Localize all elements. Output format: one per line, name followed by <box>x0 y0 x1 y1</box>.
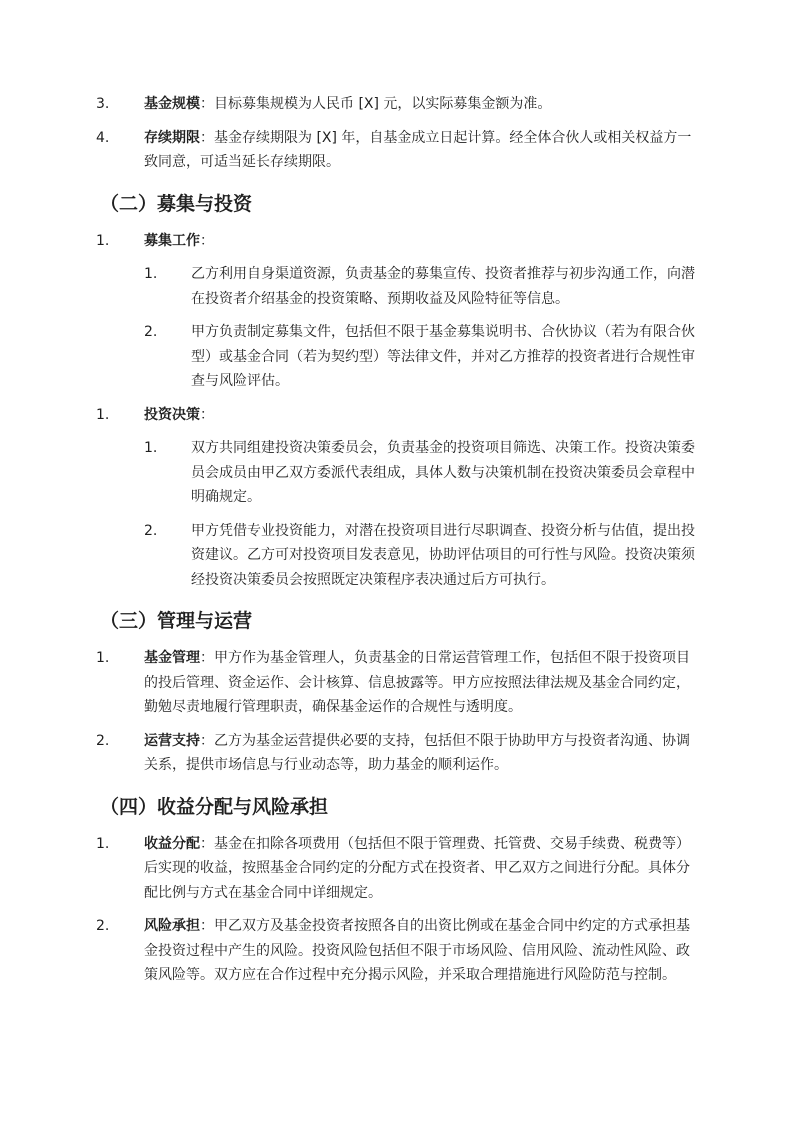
item-label: 投资决策 <box>144 406 200 423</box>
item-text: ：乙方为基金运营提供必要的支持，包括但不限于协助甲方与投资者沟通、协调关系，提供市场信息与行业动态等，助力基金的顺利运作。 <box>144 732 690 773</box>
list-number: 1. <box>96 650 110 666</box>
list-number: 1. <box>96 232 110 249</box>
sub-item <box>0 320 794 394</box>
item-text: 甲方凭借专业投资能力，对潜在投资项目进行尽职调查、投资分析与估值，提出投资建议。乙方可对投资项目发表意见，协助评估项目的可行性与风险。投资决策须经投资决策委员会按照既定决策程序表决通过后方可执行。 <box>191 522 695 588</box>
list-item-operations-support <box>0 729 794 778</box>
item-label: 收益分配 <box>144 835 200 852</box>
item-label: 基金规模 <box>144 96 200 112</box>
item-label: 基金管理 <box>144 650 200 666</box>
item-text: ：甲乙双方及基金投资者按照各自的出资比例或在基金合同中约定的方式承担基金投资过程中产生的风险。投资风险包括但不限于市场风险、信用风险、流动性风险、政策风险等。双方应在合作过程中充分揭示风险，并采取合理措施进行风险防范与控制。 <box>144 918 690 983</box>
list-number: 1. <box>96 406 110 423</box>
list-item-fund-size <box>0 92 794 117</box>
list-number: 1. <box>144 440 158 456</box>
item-label: 存续期限 <box>144 129 200 146</box>
item-text: ：目标募集规模为人民币 [X] 元，以实际募集金额为准。 <box>200 96 552 112</box>
sub-item <box>0 436 794 510</box>
item-label: 风险承担 <box>144 918 200 934</box>
item-text: ： <box>200 406 214 423</box>
list-item-fund-management <box>0 646 794 720</box>
list-item-duration <box>0 126 794 175</box>
section-heading-management: （三）管理与运营 <box>100 610 253 632</box>
item-label: 运营支持 <box>144 732 200 749</box>
item-text: ：甲方作为基金管理人，负责基金的日常运营管理工作，包括但不限于投资项目的投后管理、资金运作、会计核算、信息披露等。甲方应按照法律法规及基金合同约定，勤勉尽责地履行管理职责，确保基金运作的合规性与透明度。 <box>144 650 690 715</box>
item-text: ： <box>200 232 214 249</box>
section-heading-returns-risk: （四）收益分配与风险承担 <box>100 795 329 818</box>
document-content <box>0 92 794 997</box>
list-item-fundraising <box>0 229 794 254</box>
item-text: 甲方负责制定募集文件，包括但不限于基金募集说明书、合伙协议（若为有限合伙型）或基金合同（若为契约型）等法律文件，并对乙方推荐的投资者进行合规性审查与风险评估。 <box>191 324 695 389</box>
list-number: 2. <box>96 732 110 749</box>
item-label: 募集工作 <box>144 232 200 249</box>
list-item-profit-distribution <box>0 832 794 906</box>
item-text: ：基金存续期限为 [X] 年，自基金成立日起计算。经全体合伙人或相关权益方一致同意，可适当延长存续期限。 <box>144 129 692 170</box>
item-text: 双方共同组建投资决策委员会，负责基金的投资项目筛选、决策工作。投资决策委员会成员由甲乙双方委派代表组成，具体人数与决策机制在投资决策委员会章程中明确规定。 <box>191 440 695 505</box>
sub-item <box>0 519 794 593</box>
list-item-risk-bearing <box>0 914 794 988</box>
section-heading-raising-investment: （二）募集与投资 <box>100 192 253 215</box>
list-number: 3. <box>96 96 110 112</box>
item-text: ：基金在扣除各项费用（包括但不限于管理费、托管费、交易手续费、税费等）后实现的收益，按照基金合同约定的分配方式在投资者、甲乙双方之间进行分配。具体分配比例与方式在基金合同中详细规定。 <box>144 835 690 901</box>
sub-item <box>0 262 794 311</box>
item-text: 乙方利用自身渠道资源，负责基金的募集宣传、投资者推荐与初步沟通工作，向潜在投资者介绍基金的投资策略、预期收益及风险特征等信息。 <box>191 266 695 307</box>
list-number: 4. <box>96 129 110 146</box>
list-number: 2. <box>144 522 158 539</box>
list-item-investment-decision <box>0 403 794 428</box>
list-number: 1. <box>144 266 158 282</box>
list-number: 1. <box>96 835 110 852</box>
list-number: 2. <box>96 918 110 934</box>
list-number: 2. <box>144 324 158 340</box>
